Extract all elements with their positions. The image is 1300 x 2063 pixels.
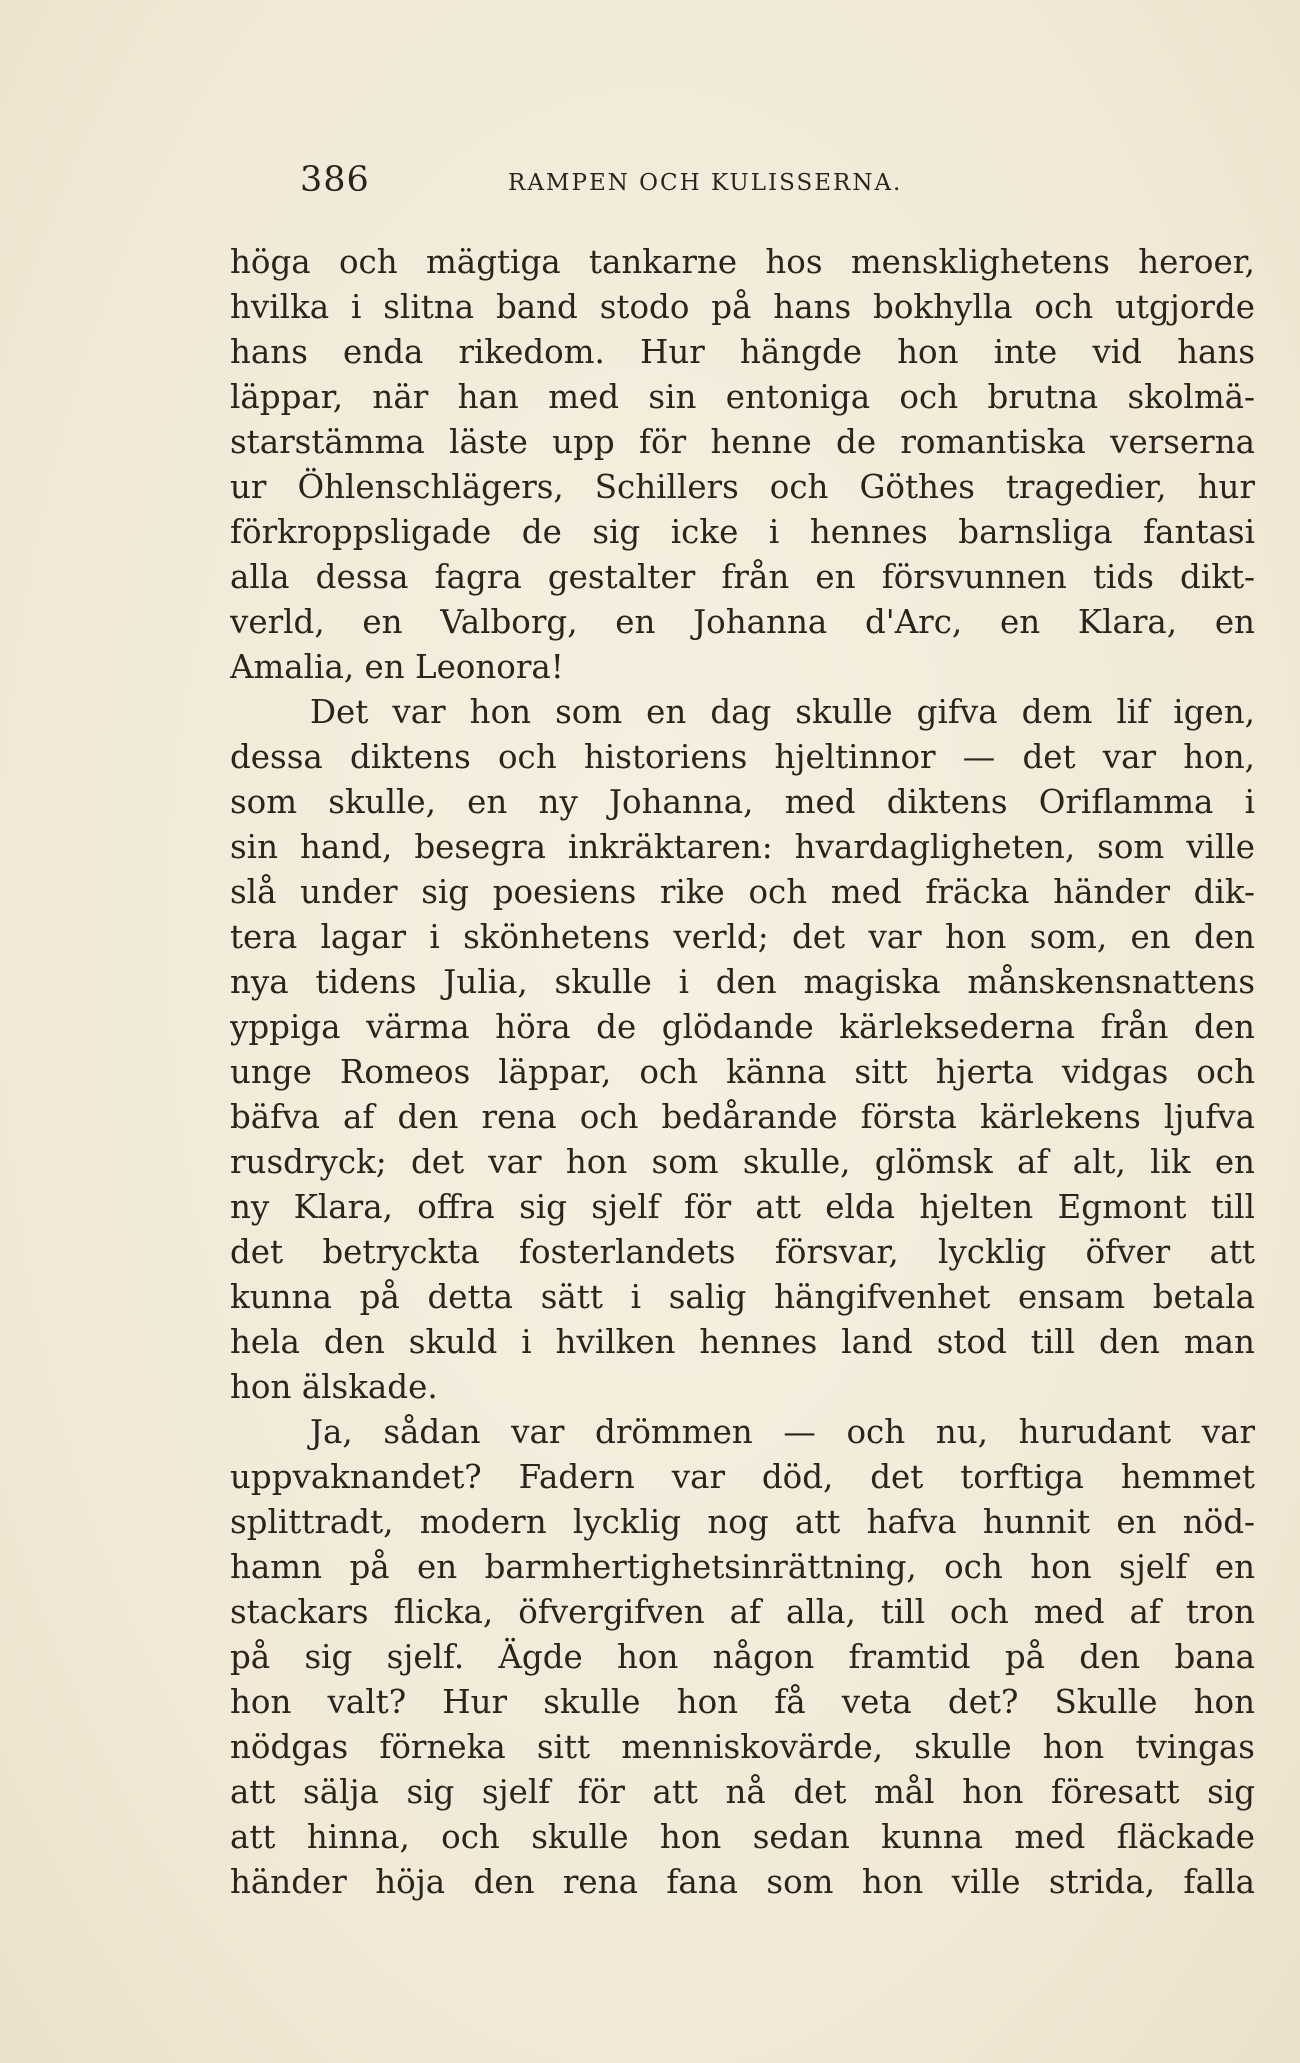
text-line: det betryckta fosterlandets försvar, lycklig öfver att	[230, 1233, 1255, 1271]
text-line: slå under sig poesiens rike och med fräcka händer dik-	[230, 873, 1255, 911]
text-line: hamn på en barmhertighetsinrättning, och hon sjelf en	[230, 1548, 1255, 1586]
text-line: tera lagar i skönhetens verld; det var hon som, en den	[230, 918, 1255, 956]
text-line: ny Klara, offra sig sjelf för att elda hjelten Egmont till	[230, 1188, 1255, 1226]
text-line: Amalia, en Leonora!	[230, 648, 564, 686]
text-line: höga och mägtiga tankarne hos mensklighetens heroer,	[230, 243, 1255, 281]
text-line: Ja, sådan var drömmen — och nu, hurudant var	[310, 1413, 1255, 1451]
text-line: på sig sjelf. Ägde hon någon framtid på den bana	[230, 1638, 1255, 1676]
text-line: nya tidens Julia, skulle i den magiska månskensnattens	[230, 963, 1255, 1001]
running-title: RAMPEN OCH KULISSERNA.	[508, 170, 903, 196]
text-line: starstämma läste upp för henne de romantiska verserna	[230, 423, 1255, 461]
text-line: splittradt, modern lycklig nog att hafva hunnit en nöd-	[230, 1503, 1255, 1541]
page-header	[300, 160, 1280, 200]
text-line: som skulle, en ny Johanna, med diktens Oriflamma i	[230, 783, 1255, 821]
text-line: ur Öhlenschlägers, Schillers och Göthes tragedier, hur	[230, 468, 1255, 506]
text-line: förkroppsligade de sig icke i hennes barnsliga fantasi	[230, 513, 1255, 551]
text-line: hon valt? Hur skulle hon få veta det? Skulle hon	[230, 1683, 1255, 1721]
body-text	[230, 240, 1255, 1905]
text-line: bäfva af den rena och bedårande första kärlekens ljufva	[230, 1098, 1255, 1136]
text-line: stackars flicka, öfvergifven af alla, till och med af tron	[230, 1593, 1255, 1631]
text-line: Det var hon som en dag skulle gifva dem lif igen,	[310, 693, 1255, 731]
text-line: hvilka i slitna band stodo på hans bokhylla och utgjorde	[230, 288, 1255, 326]
text-line: att sälja sig sjelf för att nå det mål hon föresatt sig	[230, 1773, 1255, 1811]
text-line: unge Romeos läppar, och känna sitt hjerta vidgas och	[230, 1053, 1255, 1091]
text-line: sin hand, besegra inkräktaren: hvardagligheten, som ville	[230, 828, 1255, 866]
page-number: 386	[300, 160, 370, 200]
text-line: rusdryck; det var hon som skulle, glömsk af alt, lik en	[230, 1143, 1255, 1181]
text-line: uppvaknandet? Fadern var död, det torftiga hemmet	[230, 1458, 1255, 1496]
text-line: nödgas förneka sitt menniskovärde, skulle hon tvingas	[230, 1728, 1255, 1766]
text-line: yppiga värma höra de glödande kärleksederna från den	[230, 1008, 1255, 1046]
text-line: dessa diktens och historiens hjeltinnor — det var hon,	[230, 738, 1255, 776]
text-line: att hinna, och skulle hon sedan kunna med fläckade	[230, 1818, 1255, 1856]
text-line: verld, en Valborg, en Johanna d'Arc, en Klara, en	[230, 603, 1255, 641]
text-line: hans enda rikedom. Hur hängde hon inte vid hans	[230, 333, 1255, 371]
text-line: hon älskade.	[230, 1368, 438, 1406]
text-line: händer höja den rena fana som hon ville strida, falla	[230, 1863, 1255, 1901]
text-line: läppar, när han med sin entoniga och brutna skolmä-	[230, 378, 1255, 416]
text-line: alla dessa fagra gestalter från en försvunnen tids dikt-	[230, 558, 1255, 596]
text-line: hela den skuld i hvilken hennes land stod till den man	[230, 1323, 1255, 1361]
text-line: kunna på detta sätt i salig hängifvenhet ensam betala	[230, 1278, 1255, 1316]
